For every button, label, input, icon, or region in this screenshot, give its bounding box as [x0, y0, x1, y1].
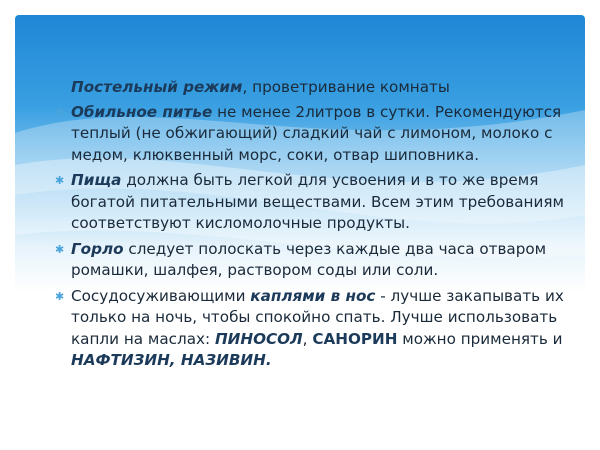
- item-text: , проветривание комнаты: [242, 78, 450, 96]
- item-text-mid2: можно применять и: [397, 329, 563, 348]
- asterisk-bullet-icon: ✱: [55, 105, 65, 119]
- list-item-bed-rest: [55, 77, 565, 99]
- drug-name: ПИНОСОЛ: [214, 329, 303, 348]
- list-item-nose-drops: [55, 286, 565, 372]
- asterisk-bullet-icon: ✱: [55, 174, 65, 187]
- item-heading: Обильное питье: [71, 102, 213, 121]
- item-text-mid: - лучше закапывать их только на ночь, чтобы спокойно спать. Лучше использовать капли на маслах:: [71, 286, 564, 348]
- asterisk-bullet-icon: ✱: [55, 289, 65, 303]
- item-heading: Постельный режим: [71, 78, 243, 96]
- item-heading: Пища: [71, 171, 122, 189]
- asterisk-bullet-icon: ✱: [55, 242, 65, 256]
- list-item-drinking: [55, 102, 565, 167]
- item-heading: Горло: [71, 239, 124, 258]
- item-text: не менее 2литров в сутки. Рекомендуются теплый (не обжигающий) сладкий чай с лимоном, молоко с медом, клюквенный морс, соки, отвар шиповника.: [71, 102, 562, 164]
- item-text: следует полоскать через каждые два часа отваром ромашки, шалфея, раствором соды или соли.: [71, 239, 547, 279]
- item-text-pre: Сосудосуживающими: [71, 286, 251, 305]
- drug-name: САНОРИН: [312, 329, 398, 348]
- slide: [15, 15, 585, 435]
- slide-content: [55, 77, 565, 376]
- item-text: должна быть легкой для усвоения и в то же время богатой питательными веществами. Всем этим требованиям соответствуют кисломолочные продукты.: [71, 171, 564, 232]
- separator: ,: [302, 329, 313, 348]
- list-item-throat: [55, 239, 565, 282]
- item-heading: каплями в нос: [250, 286, 376, 305]
- list-item-food: [55, 170, 565, 235]
- drug-name: НАФТИЗИН, НАЗИВИН.: [71, 351, 272, 369]
